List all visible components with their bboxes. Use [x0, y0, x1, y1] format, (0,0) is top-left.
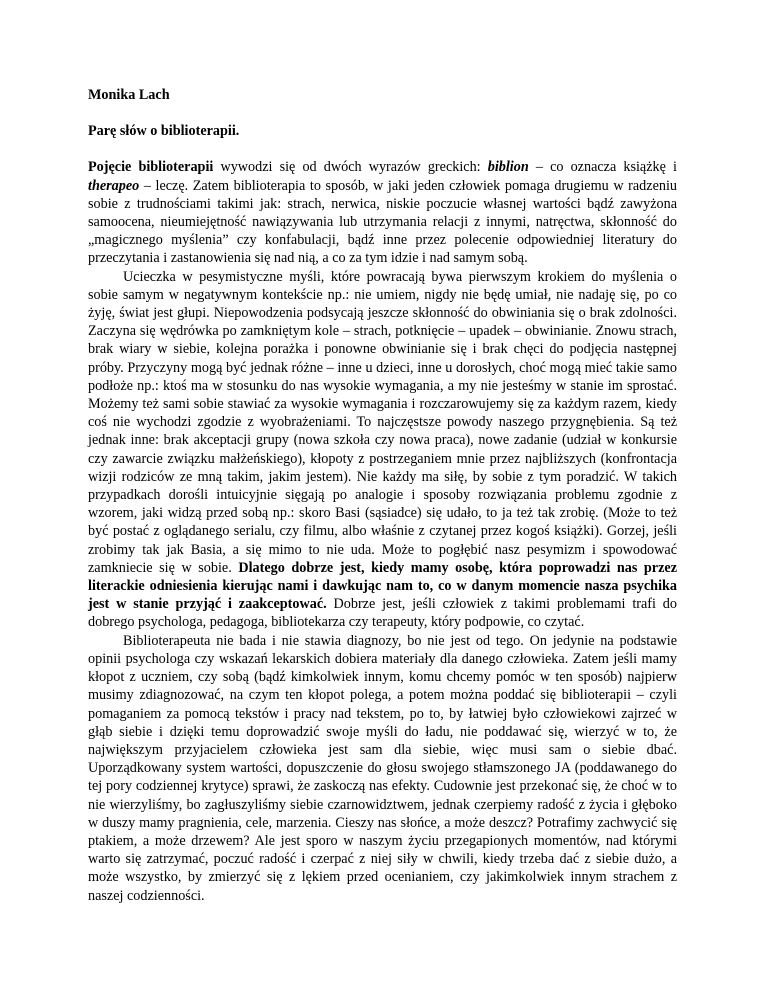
document-body — [88, 158, 677, 904]
paragraph-2-bold-passage: Dlatego dobrze jest, kiedy mamy osobę, która poprowadzi nas przez literackie odniesienia kierując nami i dawkując nam to, co w danym momencie nasza psychika jest w stanie przyjąć i zaakceptować. — [88, 559, 677, 613]
paragraph-2-text-a: Ucieczka w pesymistyczne myśli, które powracają bywa pierwszym krokiem do myślenia o sobie samym w negatywnym kontekście np.: nie umiem, nigdy nie będę umiał, nie nadaję się, po co żyję, świat jest głupi. Niepowodzenia podsycają jeszcze skłonność do obwiniania się o brak zdolności. Zaczyna się wędrówka po zamkniętym kole – strach, potknięcie – upadek – obwinianie. Znowu strach, brak wiary w siebie, kolejna porażka i ponowne obwinianie się i brak chęci do podjęcia następnej próby. Przyczyny mogą być jednak różne – inne u dzieci, inne u dorosłych, choć mogą mieć takie samo podłoże np.: ktoś ma w stosunku do nas wysokie wymagania, a my nie jesteśmy w stanie im sprostać. Możemy też sami sobie stawiać za wysokie wymagania i rozczarowujemy się za każdym razem, kiedy coś nie wychodzi zgodzie z wyobrażeniami. To najczęstsze powody naszego przygnębienia. Są też jednak inne: brak akceptacji grupy (nowa szkoła czy nowa praca), nowe zadanie (udział w konkursie czy zawarcie związku małżeńskiego), kłopoty z postrzeganiem mnie przez najbliższych (konfrontacja wizji rodziców ze mną takim, jakim jestem). Nie każdy ma siłę, by sobie z tym poradzić. W takich przypadkach dorośli intuicyjnie sięgają po analogie i sposoby rozwiązania problemu zgodnie z wzorem, jaki widzą przed sobą np.: skoro Basi (sąsiadce) się udało, to ja też tak zrobię. (Może to też być postać z oglądanego serialu, czy filmu, albo właśnie z czytanej przez kogoś książki). Gorzej, jeśli zrobimy tak jak Basia, a się mimo to nie uda. Może to pogłębić nasz pesymizm i spowodować zamkniecie się w sobie. — [88, 268, 677, 576]
paragraph-2-text-b: Dobrze jest, jeśli człowiek z takimi problemami trafi do dobrego psychologa, pedagoga, bibliotekarza czy terapeuty, który podpowie, co czytać. — [88, 596, 677, 631]
lead-term: Pojęcie biblioterapii — [88, 159, 214, 176]
paragraph-3: Biblioterapeuta nie bada i nie stawia diagnozy, bo nie jest od tego. On jedynie na podstawie opinii psychologa czy wskazań lekarskich dobiera materiały dla danego człowieka. Zatem jeśli mamy kłopot z uczniem, czy sobą (bądź kimkolwiek innym, komu chcemy pomóc w ten sposób) najpierw musimy zdiagnozować, na czym ten kłopot polega, a potem można poddać się biblioterapii – czyli pomaganiem za pomocą tekstów i pracy nad tekstem, po to, by łatwiej było człowiekowi zajrzeć w głąb siebie i dzięki temu doprowadzić swoje myśli do ładu, nie poddawać się, wierzyć w to, że największym przyjacielem człowieka jest sam dla siebie, więc musi sam o siebie dbać. Uporządkowany system wartości, dopuszczenie do głosu swojego stłamszonego JA (poddawanego do tej pory codziennej krytyce) sprawi, że zaskoczą nas efekty. Cudownie jest przekonać się, że choć w to nie wierzyliśmy, bo zagłuszyliśmy siebie czarnowidztwem, jednak czerpiemy radość z życia i głęboko w duszy mamy pragnienia, cele, marzenia. Cieszy nas słońce, a może deszcz? Potrafimy zachwycić się ptakiem, a może drzewem? Ale jest sporo w naszym życiu przegapionych momentów, nad którymi warto się zatrzymać, poczuć radość i czerpać z niej siły w chwili, kiedy trzeba dać z siebie dużo, a może wszystko, by zmierzyć się z lękiem przed ocenianiem, czy jakimkolwiek innym strachem z naszej codzienności. — [88, 632, 677, 904]
document-title: Parę słów o biblioterapii. — [88, 123, 240, 140]
paragraph-1-text-b: – co oznacza książkę i — [528, 159, 677, 176]
greek-term-therapeo: therapeo — [88, 177, 140, 194]
document-page — [88, 86, 677, 905]
paragraph-1-text-c: – leczę. Zatem biblioterapia to sposób, w jaki jeden człowiek pomaga drugiemu w radzeniu sobie z trudnościami takimi jak: strach, nerwica, niskie poczucie własnej wartości bądź zawyżona samoocena, nieumiejętność nawiązywania lub utrzymania relacji z innymi, natręctwa, skłonność do „magicznego myślenia” czy konfabulacji, bądź inne przez polecenie odpowiedniej literatury do przeczytania i zastanowienia się nad nią, a co za tym idzie i nad samym sobą. — [88, 177, 677, 267]
paragraph-1-text-a: wywodzi się od dwóch wyrazów greckich: — [213, 159, 488, 176]
greek-term-biblion: biblion — [487, 159, 529, 176]
paragraph-2 — [88, 268, 677, 632]
paragraph-1 — [88, 158, 677, 267]
author-name: Monika Lach — [88, 87, 170, 103]
